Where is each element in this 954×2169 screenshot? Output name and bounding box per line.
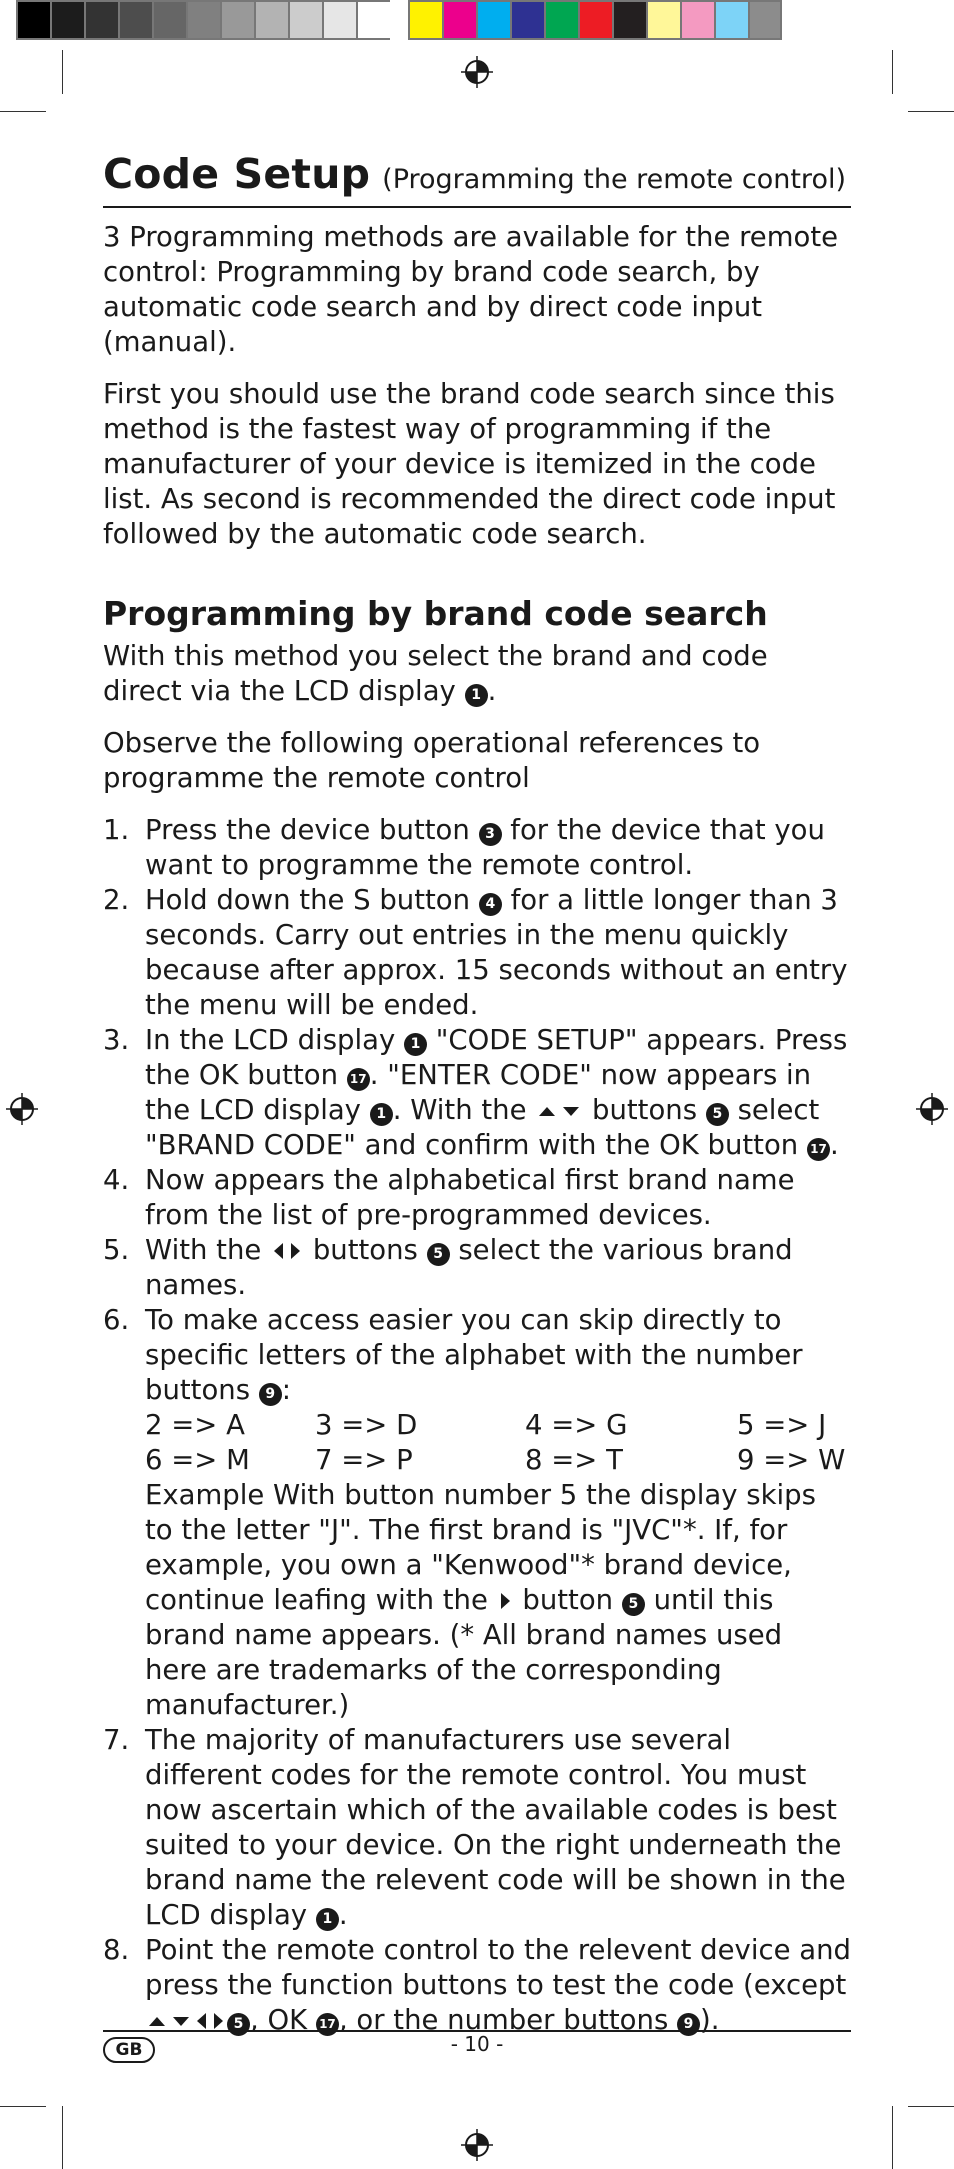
crop-mark [62,2106,63,2169]
country-badge: GB [103,2037,155,2063]
ref-number-badge: 9 [259,1383,282,1406]
color-swatch [442,0,476,40]
letter-map-entry: 9 => W [737,1444,846,1476]
arrow-left-icon [197,2013,206,2029]
ref-number-badge: 17 [807,1138,830,1161]
color-calibration-bar [16,0,782,44]
gray-swatch [288,0,322,40]
section-paragraph: Observe the following operational references to programme the remote control [103,727,761,794]
registration-mark-icon [5,1092,39,1126]
gray-swatch [152,0,186,40]
crop-mark [908,111,954,112]
letter-map-entry: 3 => D [315,1409,418,1441]
letter-map-entry: 4 => G [525,1409,628,1441]
ref-number-badge: 9 [677,2013,700,2036]
ref-number-badge: 1 [370,1103,393,1126]
color-swatch [714,0,748,40]
gray-swatch [356,0,390,40]
gray-swatch [16,0,50,40]
registration-mark-icon [915,1092,949,1126]
color-swatch [476,0,510,40]
letter-map-entry: 7 => P [315,1444,413,1476]
step-item: 6. To make access easier you can skip directly to specific letters of the alphabet with the number buttons 9 : 2 => A 3 => D 4 => G 5 => J 6 => M 7 => P 8 => T 9 => W Example With button number 5 the display skips to the letter "J". The first brand is "JVC"*. If, for example, you own a "Kenwood"* brand device, continue leafing with the button 5 until this brand name appears. (* All brand names used here are trademarks of the corresponding manufacturer.) [103,1303,851,1723]
ref-number-badge: 5 [706,1103,729,1126]
page-header [103,150,851,208]
section-paragraph: With this method you select the brand and code direct via the LCD display 1 . [103,640,768,707]
ref-number-badge: 1 [404,1033,427,1056]
letter-map-entry: 5 => J [737,1409,827,1441]
color-swatch [646,0,680,40]
crop-mark [0,111,46,112]
ref-number-badge: 17 [316,2013,339,2036]
crop-mark [908,2106,954,2107]
step-item: 7. The majority of manufacturers use several different codes for the remote control. You must now ascertain which of the available codes is best suited to your device. On the right underneath the brand name the relevent code will be shown in the LCD display 1 . [103,1724,846,1931]
page-number: - 10 - [450,2032,504,2056]
gray-swatch [84,0,118,40]
ref-number-badge: 1 [465,684,488,707]
page-content [103,150,851,2038]
gray-swatch [322,0,356,40]
gray-swatch [220,0,254,40]
ref-number-badge: 4 [479,893,502,916]
steps-list [103,813,851,2038]
color-swatch [680,0,714,40]
gray-swatch [118,0,152,40]
color-swatch [612,0,646,40]
registration-mark-icon [460,2128,494,2162]
step-item: 1. Press the device button 3 for the device that you want to programme the remote control. [103,814,825,881]
color-swatch [408,0,442,40]
gray-swatch [254,0,288,40]
crop-mark [0,2106,46,2107]
crop-mark [62,50,63,94]
registration-mark-icon [460,55,494,89]
step-item: 5. With the buttons 5 select the various brand names. [103,1234,793,1301]
color-swatch [544,0,578,40]
ref-number-badge: 5 [227,2013,250,2036]
intro-paragraph: 3 Programming methods are available for the remote control: Programming by brand code search, by automatic code search and by direct code input (manual). [103,221,839,358]
letter-map [145,1408,851,1478]
arrow-down-icon [563,1107,579,1116]
arrow-left-icon [274,1243,283,1259]
ref-number-badge: 5 [622,1593,645,1616]
arrow-right-icon [214,2013,223,2029]
arrow-right-icon [291,1243,300,1259]
color-swatch [510,0,544,40]
arrow-up-icon [149,2017,165,2026]
step-item: 4. Now appears the alphabetical first brand name from the list of pre-programmed devices. [103,1164,795,1231]
letter-map-entry: 2 => A [145,1409,245,1441]
intro-paragraph: First you should use the brand code search since this method is the fastest way of programming if the manufacturer of your device is itemized in the code list. As second is recommended the direct code input followed by the automatic code search. [103,378,836,550]
color-swatch [578,0,612,40]
arrow-right-icon [501,1593,510,1609]
crop-mark [892,50,893,94]
gray-swatch [186,0,220,40]
letter-map-entry: 8 => T [525,1444,623,1476]
ref-number-badge: 3 [479,823,502,846]
letter-map-entry: 6 => M [145,1444,250,1476]
step-item: 3. In the LCD display 1 "CODE SETUP" appears. Press the OK button 17 . "ENTER CODE" now appears in the LCD display 1 . With the buttons 5 select "BRAND CODE" and confirm with the OK button 17 . [103,1024,848,1161]
step-item: 2. Hold down the S button 4 for a little longer than 3 seconds. Carry out entries in the menu quickly because after approx. 15 seconds without an entry the menu will be ended. [103,884,848,1021]
arrow-down-icon [173,2017,189,2026]
step-item: 8. Point the remote control to the relevent device and press the function buttons to test the code (except 5 , OK 17 , or the number buttons 9 ). [103,1934,851,2036]
page-subtitle: (Programming the remote control) [382,164,846,195]
ref-number-badge: 17 [347,1068,370,1091]
page-title: Code Setup [103,150,371,198]
gray-swatch [50,0,84,40]
color-swatch [748,0,782,40]
ref-number-badge: 5 [427,1243,450,1266]
crop-mark [892,2106,893,2169]
ref-number-badge: 1 [316,1908,339,1931]
section-heading: Programming by brand code search [103,594,768,633]
arrow-up-icon [539,1107,555,1116]
